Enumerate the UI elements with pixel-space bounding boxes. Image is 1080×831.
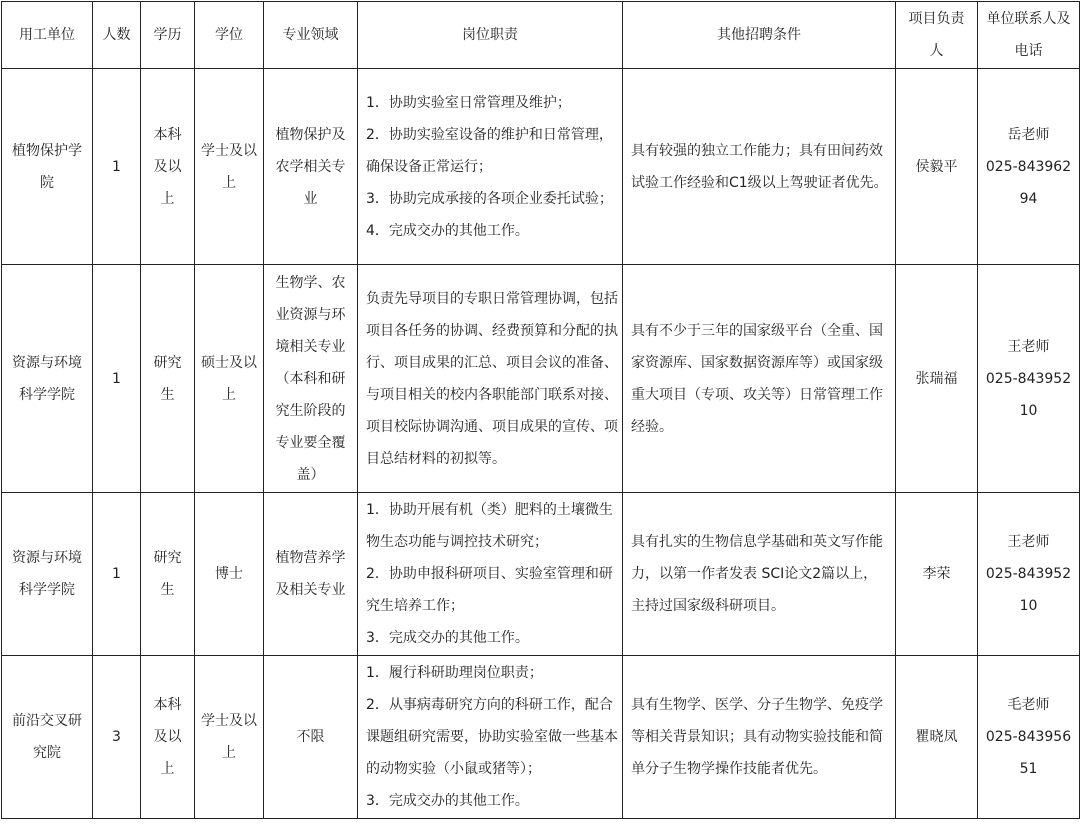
header-row [2, 2, 1080, 69]
degree-cell: 学士及以上 [195, 69, 264, 265]
conditions-cell: 具有生物学、医学、分子生物学、免疫学等相关背景知识；具有动物实验技能和简单分子生物学操作技能者优先。 [623, 656, 896, 819]
duty-item: 2．协助实验室设备的维护和日常管理，确保设备正常运行； [366, 126, 613, 175]
duty-item: 4．完成交办的其他工作。 [366, 222, 529, 239]
duties-cell [358, 69, 623, 265]
duty-item: 3．完成交办的其他工作。 [366, 793, 529, 809]
contact-name: 毛老师 [1007, 697, 1050, 713]
header-education: 学历 [141, 2, 195, 69]
header-leader: 项目负责人 [896, 2, 978, 69]
contact-phone: 025-84395210 [985, 370, 1072, 419]
unit-cell: 资源与环境科学学院 [2, 265, 93, 493]
duty-item: 负责先导项目的专职日常管理协调，包括项目各任务的协调、经费预算和分配的执行、项目成果的汇总、项目会议的准备、与项目相关的校内各职能部门联系对接、项目校际协调沟通、项目成果的宣传、项目总结材料的初拟等。 [366, 290, 618, 467]
unit-cell: 资源与环境科学学院 [2, 493, 93, 656]
leader-cell: 瞿晓凤 [896, 656, 978, 819]
conditions-cell: 具有较强的独立工作能力；具有田间药效试验工作经验和C1级以上驾驶证者优先。 [623, 69, 896, 265]
count-cell: 3 [93, 656, 141, 819]
duty-item: 2．从事病毒研究方向的科研工作，配合课题组研究需要，协助实验室做一些基本的动物实验（小鼠或猪等）； [366, 697, 618, 777]
contact-cell [978, 265, 1080, 493]
header-duties: 岗位职责 [358, 2, 623, 69]
duties-cell [358, 493, 623, 656]
degree-cell: 学士及以上 [195, 656, 264, 819]
major-cell: 植物营养学及相关专业 [264, 493, 358, 656]
contact-name: 岳老师 [1007, 126, 1050, 143]
contact-name: 王老师 [1007, 534, 1050, 550]
duty-item: 1．履行科研助理岗位职责； [366, 665, 543, 681]
contact-name: 王老师 [1007, 338, 1050, 355]
header-unit: 用工单位 [2, 2, 93, 69]
header-major: 专业领域 [264, 2, 358, 69]
major-cell: 不限 [264, 656, 358, 819]
duty-item: 1．协助实验室日常管理及维护； [366, 94, 571, 111]
education-cell: 本科及以上 [141, 656, 195, 819]
education-cell: 研究生 [141, 493, 195, 656]
contact-phone: 025-84396294 [985, 158, 1072, 207]
table-row [2, 656, 1080, 819]
conditions-cell: 具有扎实的生物信息学基础和英文写作能力，以第一作者发表 SCI论文2篇以上，主持过国家级科研项目。 [623, 493, 896, 656]
count-cell: 1 [93, 265, 141, 493]
table-row [2, 265, 1080, 493]
count-cell: 1 [93, 69, 141, 265]
contact-cell [978, 656, 1080, 819]
leader-cell: 张瑞福 [896, 265, 978, 493]
education-cell: 本科及以上 [141, 69, 195, 265]
unit-cell: 植物保护学院 [2, 69, 93, 265]
duties-cell [358, 656, 623, 819]
recruitment-table [1, 1, 1080, 819]
table-row [2, 69, 1080, 265]
major-cell: 植物保护及农学相关专业 [264, 69, 358, 265]
header-contact: 单位联系人及电话 [978, 2, 1080, 69]
contact-cell [978, 493, 1080, 656]
contact-phone: 025-84395210 [985, 566, 1072, 614]
duty-item: 3．协助完成承接的各项企业委托试验； [366, 190, 613, 207]
contact-phone: 025-84395651 [985, 729, 1072, 777]
conditions-cell: 具有不少于三年的国家级平台（全重、国家资源库、国家数据资源库等）或国家级重大项目（专项、攻关等）日常管理工作经验。 [623, 265, 896, 493]
unit-cell: 前沿交叉研究院 [2, 656, 93, 819]
leader-cell: 侯毅平 [896, 69, 978, 265]
duty-item: 1．协助开展有机（类）肥料的土壤微生物生态功能与调控技术研究； [366, 502, 613, 550]
degree-cell: 硕士及以上 [195, 265, 264, 493]
header-degree: 学位 [195, 2, 264, 69]
education-cell: 研究生 [141, 265, 195, 493]
duty-item: 2．协助申报科研项目、实验室管理和研究生培养工作； [366, 566, 613, 614]
degree-cell: 博士 [195, 493, 264, 656]
header-count: 人数 [93, 2, 141, 69]
duty-item: 3．完成交办的其他工作。 [366, 630, 529, 646]
table-row [2, 493, 1080, 656]
leader-cell: 李荣 [896, 493, 978, 656]
header-conditions: 其他招聘条件 [623, 2, 896, 69]
count-cell: 1 [93, 493, 141, 656]
duties-cell [358, 265, 623, 493]
major-cell: 生物学、农业资源与环境相关专业（本科和研究生阶段的专业要全覆盖） [264, 265, 358, 493]
contact-cell [978, 69, 1080, 265]
